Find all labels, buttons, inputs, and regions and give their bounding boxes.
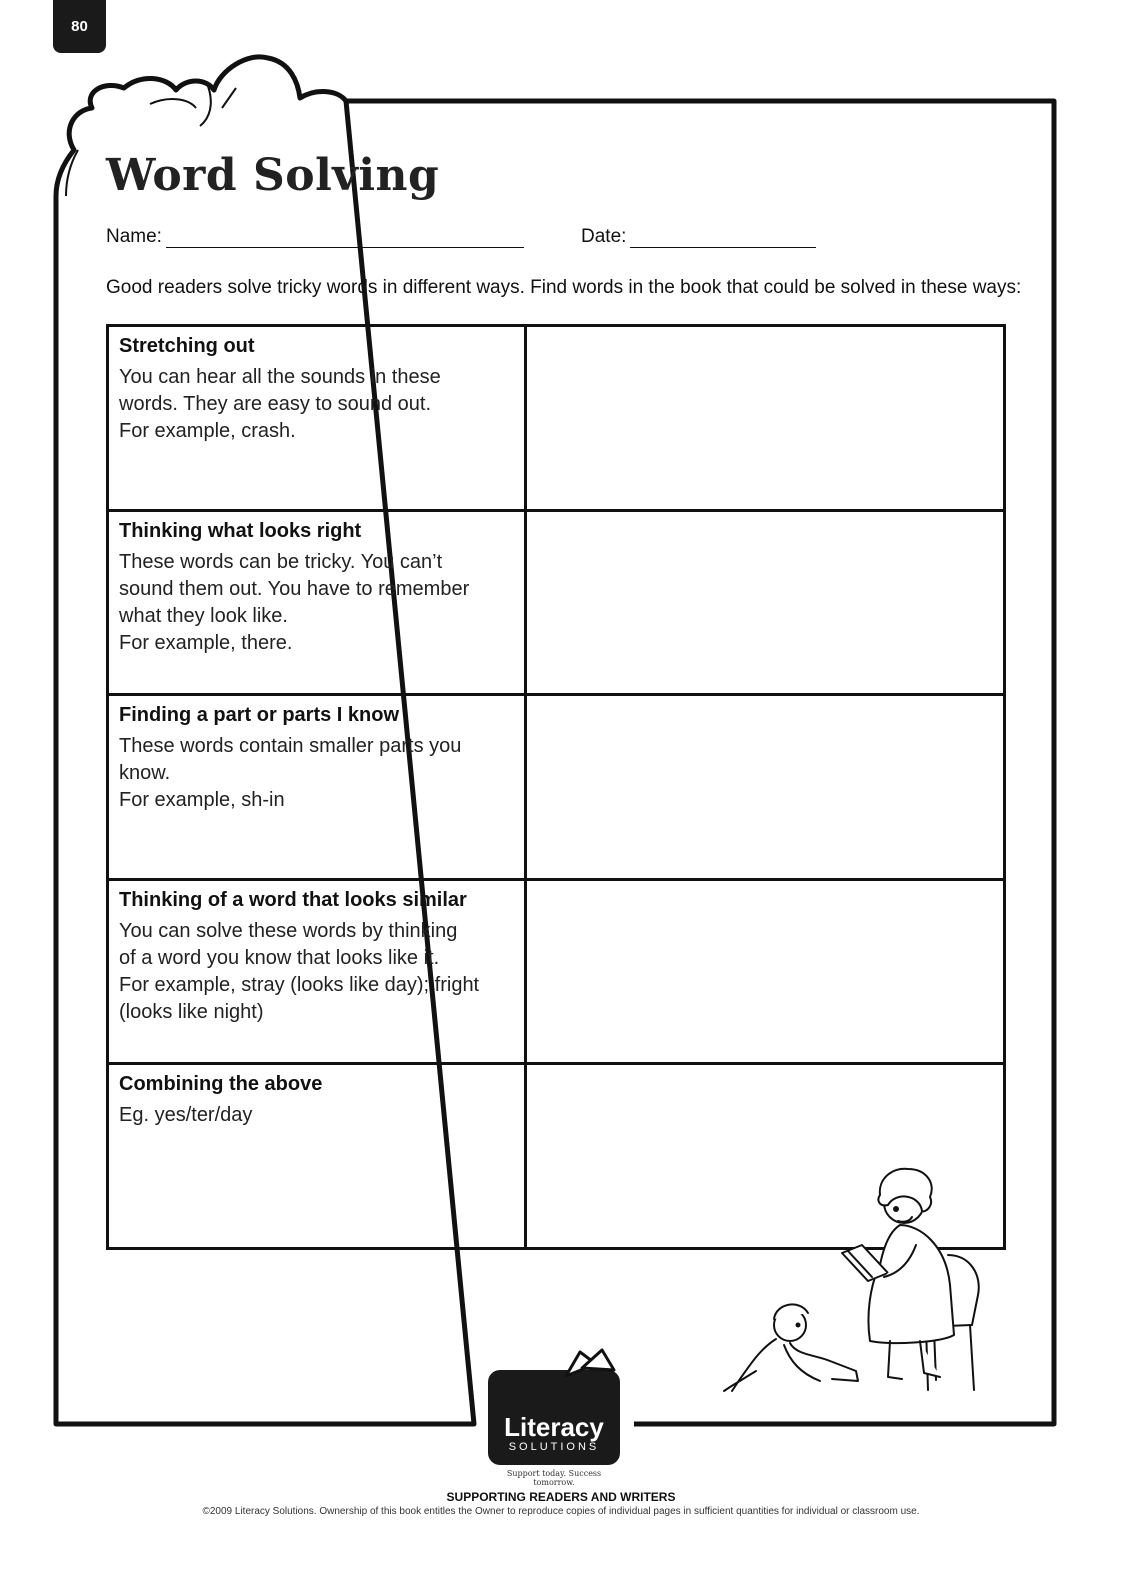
word-solving-table — [106, 324, 1006, 1250]
name-field[interactable] — [106, 226, 524, 248]
literacy-solutions-logo — [488, 1370, 620, 1465]
date-line[interactable] — [630, 227, 816, 248]
page-title: Word Solving — [106, 150, 440, 201]
strategy-cell — [108, 1064, 526, 1249]
footer-heading: SUPPORTING READERS AND WRITERS — [446, 1490, 676, 1504]
strategy-heading: Finding a part or parts I know — [119, 704, 400, 727]
book-icon — [558, 1346, 618, 1386]
strategy-line: sound them out. You have to remember — [119, 577, 470, 600]
strategy-line: These words can be tricky. You can’t — [119, 550, 443, 573]
strategy-line: For example, sh-in — [119, 789, 285, 812]
name-label: Name: — [106, 226, 162, 247]
logo-word: Literacy — [504, 1412, 604, 1442]
reading-illustration — [720, 1165, 990, 1405]
answer-cell[interactable] — [526, 879, 1005, 1064]
name-line[interactable] — [166, 227, 524, 248]
strategy-line: For example, there. — [119, 631, 293, 654]
table-row — [108, 695, 1005, 880]
strategy-heading: Combining the above — [119, 1073, 323, 1096]
strategy-line: know. — [119, 762, 171, 785]
answer-cell[interactable] — [526, 326, 1005, 511]
strategy-heading: Thinking of a word that looks similar — [119, 888, 467, 911]
date-label: Date: — [581, 226, 627, 247]
answer-cell[interactable] — [526, 510, 1005, 695]
strategy-line: (looks like night) — [119, 1000, 264, 1023]
strategy-line: For example, stray (looks like day); fright — [119, 973, 480, 996]
table-row — [108, 879, 1005, 1064]
strategy-line: For example, crash. — [119, 420, 296, 442]
strategy-cell — [108, 510, 526, 695]
page-number: 80 — [53, 0, 106, 53]
strategy-line: You can hear all the sounds in these — [119, 366, 441, 388]
answer-cell[interactable] — [526, 695, 1005, 880]
strategy-line: These words contain smaller parts you — [119, 735, 462, 758]
footer-copyright: ©2009 Literacy Solutions. Ownership of this book entitles the Owner to reproduce copies of individual pages in sufficient quantities for individual or classroom use. — [202, 1506, 920, 1517]
logo-tagline: Support today. Success tomorrow. — [506, 1469, 602, 1487]
strategy-cell — [108, 879, 526, 1064]
table-row — [108, 510, 1005, 695]
strategy-line: of a word you know that looks like it. — [119, 946, 440, 969]
strategy-heading: Thinking what looks right — [119, 519, 362, 542]
date-field[interactable] — [581, 226, 816, 248]
strategy-line: You can solve these words by thinking — [119, 919, 458, 942]
strategy-cell — [108, 326, 526, 511]
table-row — [108, 326, 1005, 511]
strategy-heading: Stretching out — [119, 335, 255, 357]
instructions: Good readers solve tricky words in different ways. Find words in the book that could be solved in these ways: — [106, 277, 1022, 298]
logo-subword: SOLUTIONS — [508, 1441, 600, 1453]
strategy-line: Eg. yes/ter/day — [119, 1104, 253, 1127]
strategy-cell — [108, 695, 526, 880]
strategy-line: words. They are easy to sound out. — [119, 393, 432, 415]
strategy-line: what they look like. — [119, 604, 288, 627]
